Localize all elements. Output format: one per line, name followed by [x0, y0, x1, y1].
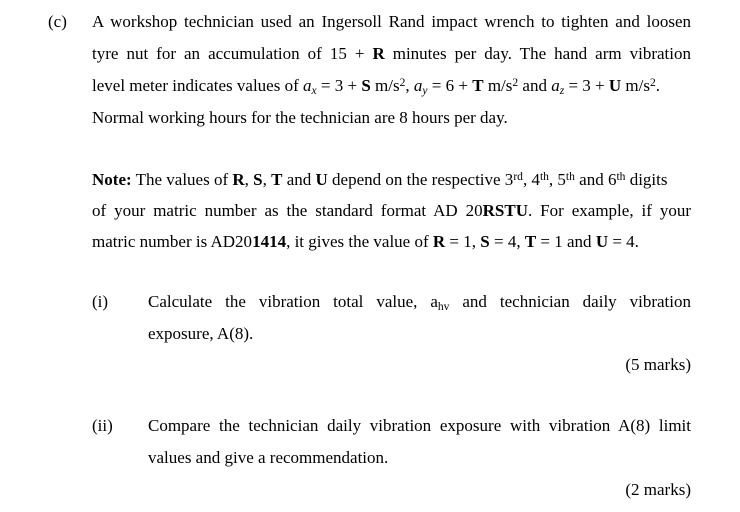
- note-sep-2: , 5: [548, 170, 566, 189]
- note-l3-t: T: [524, 232, 537, 251]
- end-dot: .: [655, 76, 661, 95]
- note-var-t: T: [271, 170, 283, 189]
- ay-symbol: a: [413, 76, 423, 95]
- intro-line-2-post: minutes per day. The hand arm vibration: [384, 44, 692, 63]
- ay-unit: m/s: [483, 76, 513, 95]
- intro-line-3-pre: level meter indicates values of: [92, 76, 303, 95]
- note-l3-d: = 1,: [445, 232, 481, 251]
- note-l3-u: U: [595, 232, 609, 251]
- note-l3-b: 1414: [252, 232, 287, 251]
- part-i-line-1: [148, 292, 691, 314]
- question-label: (c): [48, 12, 67, 31]
- part-ii-marks: (2 marks): [625, 480, 691, 499]
- ay-exp: 2: [512, 75, 519, 89]
- ahv-subscript: hv: [437, 299, 450, 313]
- note-var-s: S: [253, 170, 263, 189]
- note-l3-r: R: [432, 232, 446, 251]
- az-symbol: a: [551, 76, 560, 95]
- note-label: Note:: [92, 170, 132, 189]
- note-l1-b: depend on the respective 3: [327, 170, 514, 189]
- var-r: R: [372, 44, 385, 63]
- part-i-marks: (5 marks): [625, 355, 691, 374]
- part-i-line-2: exposure, A(8).: [148, 324, 254, 343]
- ay-subscript: y: [422, 83, 428, 97]
- intro-line-2: [92, 44, 691, 64]
- note-line-2: [92, 201, 691, 221]
- sup-th-3: th: [616, 169, 626, 183]
- note-l2-c: . For example, if your: [527, 201, 692, 220]
- note-var-r: R: [232, 170, 245, 189]
- note-l3-s: S: [480, 232, 490, 251]
- var-s: S: [361, 76, 371, 95]
- part-ii-label: (ii): [92, 416, 113, 435]
- note-and-2: and 6: [574, 170, 617, 189]
- sup-th-1: th: [539, 169, 549, 183]
- part-i-l1-b: and technician daily vibration: [449, 292, 691, 311]
- ax-subscript: x: [311, 83, 317, 97]
- var-u: U: [608, 76, 622, 95]
- note-l3-g: = 4.: [608, 232, 639, 251]
- note-comma-1: ,: [244, 170, 254, 189]
- ax-eq: = 3 +: [316, 76, 362, 95]
- note-l3-e: = 4,: [489, 232, 525, 251]
- ay-eq: = 6 +: [427, 76, 473, 95]
- ax-unit: m/s: [370, 76, 400, 95]
- note-l2-a: of your matric number as the standard format AD 20: [92, 201, 483, 220]
- note-comma-2: ,: [262, 170, 272, 189]
- note-l3-c: , it gives the value of: [286, 232, 433, 251]
- az-eq: = 3 +: [564, 76, 609, 95]
- az-unit: m/s: [621, 76, 650, 95]
- part-i-label: (i): [92, 292, 109, 311]
- note-line-3: [92, 232, 639, 252]
- intro-line-3: [92, 76, 660, 98]
- az-subscript: z: [559, 83, 565, 97]
- sup-rd: rd: [513, 169, 523, 183]
- note-l2-b: RSTU: [482, 201, 528, 220]
- part-ii-line-1: Compare the technician daily vibration exposure with vibration A(8) limit: [148, 416, 691, 435]
- note-l3-a: matric number is AD20: [92, 232, 253, 251]
- ax-symbol: a: [303, 76, 312, 95]
- var-t: T: [472, 76, 484, 95]
- note-sep-1: , 4: [522, 170, 540, 189]
- note-var-u: U: [315, 170, 328, 189]
- sup-th-2: th: [565, 169, 575, 183]
- part-i-l1-a: Calculate the vibration total value, a: [148, 292, 438, 311]
- note-l1-c: digits: [625, 170, 668, 189]
- ax-exp: 2: [399, 75, 406, 89]
- intro-line-2-pre: tyre nut for an accumulation of 15 +: [92, 44, 373, 63]
- note-and: and: [282, 170, 316, 189]
- intro-line-4: Normal working hours for the technician are 8 hours per day.: [92, 108, 508, 127]
- az-exp: 2: [649, 75, 656, 89]
- note-line-1: [92, 170, 667, 192]
- sep-1: ,: [405, 76, 414, 95]
- note-l3-f: = 1 and: [536, 232, 596, 251]
- part-ii-line-2: values and give a recommendation.: [148, 448, 389, 467]
- intro-line-1: A workshop technician used an Ingersoll Rand impact wrench to tighten and loosen: [92, 12, 691, 31]
- note-l1-a: The values of: [131, 170, 233, 189]
- and-text: and: [518, 76, 552, 95]
